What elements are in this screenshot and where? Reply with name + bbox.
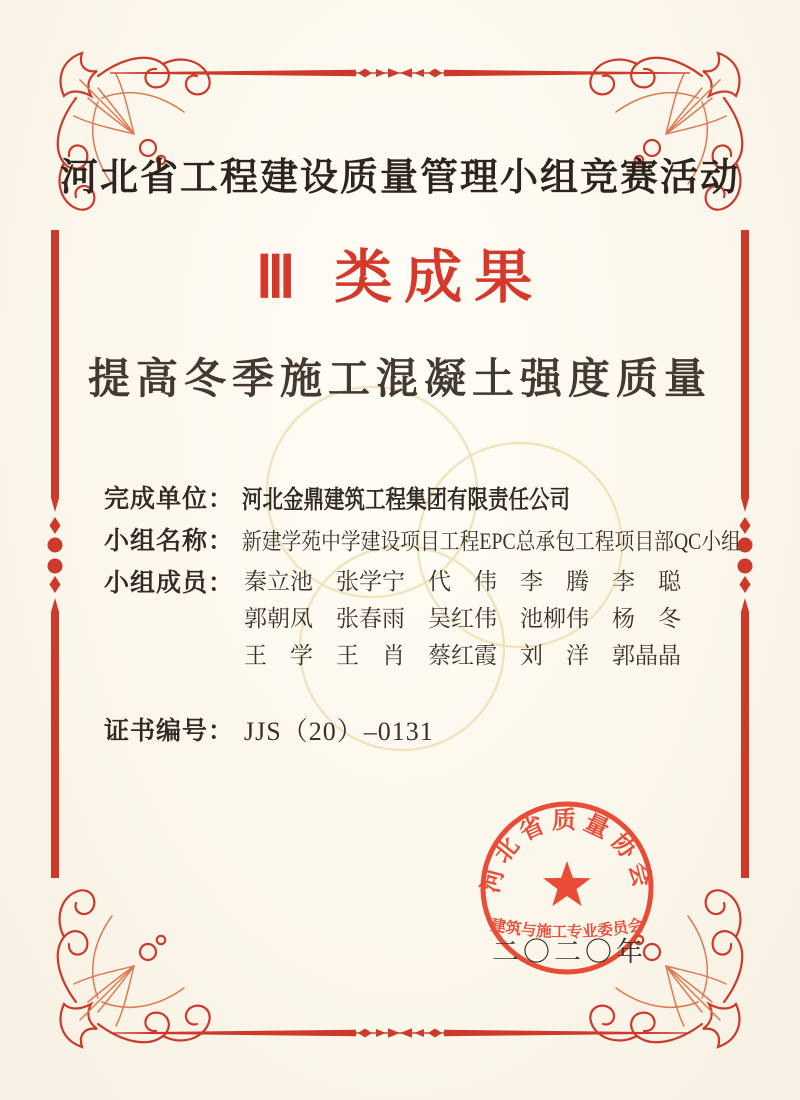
unit-label: 完成单位：: [104, 485, 235, 513]
unit-value: 河北金鼎建筑工程集团有限责任公司: [242, 486, 571, 514]
members-row: [104, 563, 681, 674]
members-line-2: 郭朝凤 张春雨 吴红伟 池柳伟 杨 冬: [244, 606, 682, 631]
members-line-1: 秦立池 张学宁 代 伟 李 腾 李 聪: [244, 569, 682, 594]
certificate-header-title: 河北省工程建设质量管理小组竞赛活动: [59, 157, 740, 199]
award-class-title: Ⅲ 类成果: [255, 245, 545, 310]
cert-no-row: [104, 711, 434, 748]
cert-no-label: 证书编号：: [104, 717, 235, 745]
group-name-row: [104, 521, 800, 557]
issue-date: 二〇二〇年: [492, 937, 647, 968]
seal-bottom-text: 建筑与施工专业委员会: [489, 916, 645, 942]
seal-star-icon: [543, 861, 591, 906]
members-line-3: 王 学 王 肖 蔡红霞 刘 洋 郭晶晶: [244, 643, 682, 668]
group-name-value: 新建学苑中学建设项目工程EPC总承包工程项目部QC小组: [242, 529, 741, 554]
project-title: 提高冬季施工混凝土强度质量: [87, 354, 712, 403]
members-list: [244, 563, 681, 674]
members-label: 小组成员：: [104, 569, 235, 597]
seal-top-text: 河北省质量协会: [477, 807, 657, 896]
group-name-label: 小组名称：: [104, 527, 235, 555]
unit-row: [104, 479, 642, 516]
cert-no-value: JJS（20）–0131: [244, 717, 434, 746]
